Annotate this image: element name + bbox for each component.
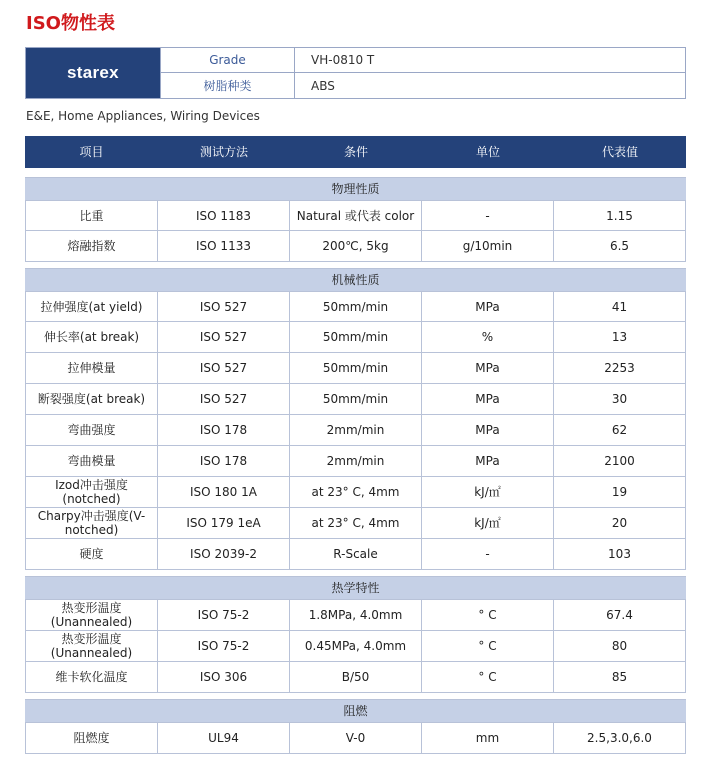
table-cell: ISO 527 [158, 353, 290, 384]
table-cell: 103 [554, 539, 686, 570]
table-row [25, 446, 686, 477]
section-header-row [25, 699, 686, 723]
section-title: 机械性质 [25, 268, 686, 292]
header-test-method: 测试方法 [158, 136, 290, 168]
table-cell: ISO 75-2 [158, 631, 290, 662]
table-cell: 50mm/min [290, 322, 422, 353]
table-cell: 维卡软化温度 [25, 662, 158, 693]
table-cell: ISO 179 1eA [158, 508, 290, 539]
table-cell: kJ/㎡ [422, 477, 554, 508]
table-cell: ISO 1133 [158, 231, 290, 262]
page-title: ISO物性表 [26, 13, 115, 34]
table-cell: - [422, 201, 554, 231]
header-item: 项目 [25, 136, 158, 168]
section-title: 物理性质 [25, 177, 686, 201]
table-cell: 1.8MPa, 4.0mm [290, 600, 422, 631]
table-cell: mm [422, 723, 554, 754]
table-row [25, 662, 686, 693]
table-cell: 硬度 [25, 539, 158, 570]
header-value: 代表值 [554, 136, 686, 168]
table-cell: 热变形温度(Unannealed) [25, 631, 158, 662]
header-unit: 单位 [422, 136, 554, 168]
table-cell: 拉伸模量 [25, 353, 158, 384]
section-title: 阻燃 [25, 699, 686, 723]
table-row [25, 600, 686, 631]
table-cell: 弯曲强度 [25, 415, 158, 446]
table-row [25, 353, 686, 384]
table-cell: B/50 [290, 662, 422, 693]
table-row [25, 477, 686, 508]
table-cell: 2100 [554, 446, 686, 477]
resin-type-label: 树脂种类 [160, 73, 295, 98]
table-row [25, 631, 686, 662]
table-cell: 0.45MPa, 4.0mm [290, 631, 422, 662]
table-row [25, 384, 686, 415]
table-cell: 热变形温度(Unannealed) [25, 600, 158, 631]
table-cell: MPa [422, 384, 554, 415]
table-cell: kJ/㎡ [422, 508, 554, 539]
table-cell: 30 [554, 384, 686, 415]
table-cell: ISO 178 [158, 415, 290, 446]
table-cell: ISO 75-2 [158, 600, 290, 631]
table-cell: ° C [422, 600, 554, 631]
table-cell: V-0 [290, 723, 422, 754]
table-cell: 断裂强度(at break) [25, 384, 158, 415]
table-cell: at 23° C, 4mm [290, 508, 422, 539]
table-cell: 13 [554, 322, 686, 353]
table-cell: ISO 527 [158, 322, 290, 353]
table-row [25, 415, 686, 446]
table-cell: 41 [554, 292, 686, 322]
grade-value: VH-0810 T [295, 48, 685, 73]
table-row [25, 201, 686, 231]
table-cell: 19 [554, 477, 686, 508]
table-cell: 拉伸强度(at yield) [25, 292, 158, 322]
table-cell: ISO 306 [158, 662, 290, 693]
grade-label: Grade [160, 48, 295, 73]
table-cell: 50mm/min [290, 353, 422, 384]
table-row [25, 539, 686, 570]
table-cell: ISO 178 [158, 446, 290, 477]
table-cell: at 23° C, 4mm [290, 477, 422, 508]
table-row [25, 231, 686, 262]
table-cell: ISO 527 [158, 292, 290, 322]
table-cell: 67.4 [554, 600, 686, 631]
table-cell: 1.15 [554, 201, 686, 231]
table-cell: - [422, 539, 554, 570]
table-cell: 200℃, 5kg [290, 231, 422, 262]
header-condition: 条件 [290, 136, 422, 168]
properties-table [25, 136, 686, 754]
product-info-table [25, 47, 686, 99]
table-cell: MPa [422, 292, 554, 322]
section-title: 热学特性 [25, 576, 686, 600]
table-cell: 62 [554, 415, 686, 446]
table-cell: 6.5 [554, 231, 686, 262]
table-cell: ° C [422, 662, 554, 693]
table-row [25, 322, 686, 353]
table-cell: 2mm/min [290, 446, 422, 477]
table-cell: 50mm/min [290, 384, 422, 415]
section-header-row [25, 177, 686, 201]
table-cell: Natural 或代表 color [290, 201, 422, 231]
starex-logo: starex [26, 48, 160, 98]
table-cell: 2mm/min [290, 415, 422, 446]
table-cell: 比重 [25, 201, 158, 231]
section-header-row [25, 268, 686, 292]
table-cell: 85 [554, 662, 686, 693]
table-cell: ISO 2039-2 [158, 539, 290, 570]
section-header-row [25, 576, 686, 600]
table-cell: % [422, 322, 554, 353]
table-cell: MPa [422, 353, 554, 384]
table-cell: ° C [422, 631, 554, 662]
table-header-row [25, 136, 686, 168]
table-cell: 2.5,3.0,6.0 [554, 723, 686, 754]
table-cell: MPa [422, 446, 554, 477]
resin-type-value: ABS [311, 78, 335, 93]
section-spacer [25, 168, 686, 177]
table-cell: R-Scale [290, 539, 422, 570]
table-cell: g/10min [422, 231, 554, 262]
table-cell: 熔融指数 [25, 231, 158, 262]
table-cell: 20 [554, 508, 686, 539]
table-cell: 50mm/min [290, 292, 422, 322]
table-cell: UL94 [158, 723, 290, 754]
table-row [25, 723, 686, 754]
table-cell: Izod冲击强度(notched) [25, 477, 158, 508]
table-cell: ISO 1183 [158, 201, 290, 231]
table-cell: ISO 180 1A [158, 477, 290, 508]
table-cell: 80 [554, 631, 686, 662]
table-cell: 2253 [554, 353, 686, 384]
table-cell: 弯曲模量 [25, 446, 158, 477]
table-cell: 阻燃度 [25, 723, 158, 754]
table-cell: MPa [422, 415, 554, 446]
applications-text: E&E, Home Appliances, Wiring Devices [26, 109, 260, 123]
table-row [25, 508, 686, 539]
table-cell: Charpy冲击强度(V-notched) [25, 508, 158, 539]
spacer-cell [25, 168, 686, 177]
table-cell: 伸长率(at break) [25, 322, 158, 353]
table-row [25, 292, 686, 322]
table-cell: ISO 527 [158, 384, 290, 415]
